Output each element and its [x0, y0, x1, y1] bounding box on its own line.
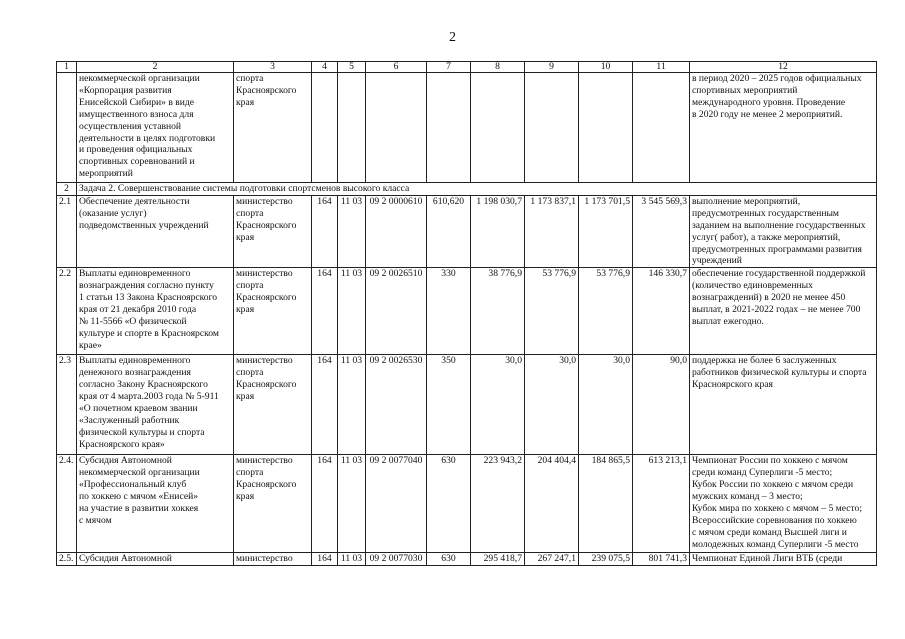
table-row [57, 195, 877, 267]
table-row [57, 553, 877, 566]
amount-cell: 204 404,4 [525, 455, 579, 553]
column-header: 6 [366, 62, 427, 73]
section-code: 11 03 [338, 195, 366, 267]
amount-cell: 53 776,9 [525, 268, 579, 355]
target-article-code: 09 2 0077030 [366, 553, 427, 566]
row-number: 2 [57, 183, 77, 196]
section-code: 11 03 [338, 455, 366, 553]
column-header: 1 [57, 62, 77, 73]
task-title: Задача 2. Совершенствование системы подготовки спортсменов высокого класса [77, 183, 877, 196]
target-article-code: 09 2 0000610 [366, 195, 427, 267]
grbs-code: 164 [312, 553, 338, 566]
column-header: 3 [234, 62, 312, 73]
expense-type-code: 630 [427, 455, 471, 553]
amount-cell: 1 198 030,7 [471, 195, 525, 267]
total-amount-cell: 3 545 569,3 [633, 195, 690, 267]
column-number-header-row [57, 62, 877, 73]
row-number: 2.4. [57, 455, 77, 553]
page-number: 2 [449, 30, 456, 45]
target-article-code: 09 2 0026510 [366, 268, 427, 355]
column-header: 2 [77, 62, 234, 73]
amount-cell: 38 776,9 [471, 268, 525, 355]
total-amount-cell: 613 213,1 [633, 455, 690, 553]
amount-cell: 1 173 701,5 [579, 195, 633, 267]
grbs-cell: спорта Красноярского края [234, 73, 312, 183]
expense-type-code: 630 [427, 553, 471, 566]
grbs-code: 164 [312, 355, 338, 455]
expected-result: в период 2020 – 2025 годов официальных спортивных мероприятий международного уровня. Проведение в 2020 году не менее 2 мероприятий. [690, 73, 877, 183]
row-number [57, 73, 77, 183]
expense-type-code: 330 [427, 268, 471, 355]
expected-result: выполнение мероприятий, предусмотренных государственным заданием на выполнение государственных услуг( работ), а также мероприятий, предусмотренных программами развития учреждений [690, 195, 877, 267]
column-header: 8 [471, 62, 525, 73]
grbs-code: 164 [312, 195, 338, 267]
target-article-code: 09 2 0026530 [366, 355, 427, 455]
expense-type-code: 350 [427, 355, 471, 455]
column-header: 5 [338, 62, 366, 73]
total-amount-cell: 146 330,7 [633, 268, 690, 355]
activity-name: Обеспечение деятельности (оказание услуг) подведомственных учреждений [77, 195, 234, 267]
grbs-code: 164 [312, 455, 338, 553]
expected-result: Чемпионат Единой Лиги ВТБ (среди [690, 553, 877, 566]
row-number: 2.1 [57, 195, 77, 267]
table-row [57, 268, 877, 355]
amount-cell: 223 943,2 [471, 455, 525, 553]
column-header: 11 [633, 62, 690, 73]
amount-cell: 239 075,5 [579, 553, 633, 566]
grbs-cell: министерство спорта Красноярского края [234, 455, 312, 553]
grbs-cell: министерство спорта Красноярского края [234, 268, 312, 355]
target-article-code: 09 2 0077040 [366, 455, 427, 553]
grbs-cell: министерство спорта Красноярского края [234, 355, 312, 455]
grbs-code: 164 [312, 268, 338, 355]
column-header: 4 [312, 62, 338, 73]
row-number: 2.3 [57, 355, 77, 455]
expected-result: обеспечение государственной поддержкой (количество единовременных вознаграждений) в 2020 не менее 450 выплат, в 2021-2022 годах – не менее 700 выплат ежегодно. [690, 268, 877, 355]
expected-result: Чемпионат России по хоккею с мячом среди команд Суперлиги -5 место; Кубок России по хоккею с мячом среди мужских команд – 3 место; Кубок мира по хоккею с мячом – 5 место; Всероссийские соревнования по хоккею с мячом среди команд Высшей лиги и молодежных команд Суперлиги -5 место [690, 455, 877, 553]
amount-cell: 53 776,9 [579, 268, 633, 355]
table-row [57, 355, 877, 455]
activity-name: Субсидия Автономной [77, 553, 234, 566]
section-code: 11 03 [338, 553, 366, 566]
section-code: 11 03 [338, 355, 366, 455]
total-amount-cell: 801 741,3 [633, 553, 690, 566]
amount-cell: 30,0 [579, 355, 633, 455]
column-header: 12 [690, 62, 877, 73]
column-header: 7 [427, 62, 471, 73]
expense-type-code: 610,620 [427, 195, 471, 267]
total-amount-cell: 90,0 [633, 355, 690, 455]
expected-result: поддержка не более 6 заслуженных работников физической культуры и спорта Красноярского края [690, 355, 877, 455]
program-activities-table [56, 61, 877, 566]
amount-cell: 184 865,5 [579, 455, 633, 553]
amount-cell: 30,0 [525, 355, 579, 455]
column-header: 10 [579, 62, 633, 73]
section-code: 11 03 [338, 268, 366, 355]
amount-cell: 267 247,1 [525, 553, 579, 566]
table-row [57, 455, 877, 553]
activity-name: Выплаты единовременного денежного вознаграждения согласно Закону Красноярского края от 4 марта.2003 года № 5-911 «О почетном краевом звании «Заслуженный работник физической культуры и спорта Красноярского края» [77, 355, 234, 455]
continuation-row [57, 73, 877, 183]
activity-name: Субсидия Автономной некоммерческой организации «Профессиональный клуб по хоккею с мячом «Енисей» на участие в развитии хоккея с мячом [77, 455, 234, 553]
activity-name: Выплаты единовременного вознаграждения согласно пункту 1 статьи 13 Закона Красноярского края от 21 декабря 2010 года № 11-5566 «О физической культуре и спорте в Красноярском крае» [77, 268, 234, 355]
grbs-cell: министерство [234, 553, 312, 566]
row-number: 2.5. [57, 553, 77, 566]
grbs-cell: министерство спорта Красноярского края [234, 195, 312, 267]
amount-cell: 30,0 [471, 355, 525, 455]
task-row [57, 183, 877, 196]
amount-cell: 1 173 837,1 [525, 195, 579, 267]
activity-name: некоммерческой организации «Корпорация развития Енисейской Сибири» в виде имущественного взноса для осуществления уставной деятельности в целях подготовки и проведения официальных спортивных соревнований и мероприятий [77, 73, 234, 183]
amount-cell: 295 418,7 [471, 553, 525, 566]
row-number: 2.2 [57, 268, 77, 355]
column-header: 9 [525, 62, 579, 73]
